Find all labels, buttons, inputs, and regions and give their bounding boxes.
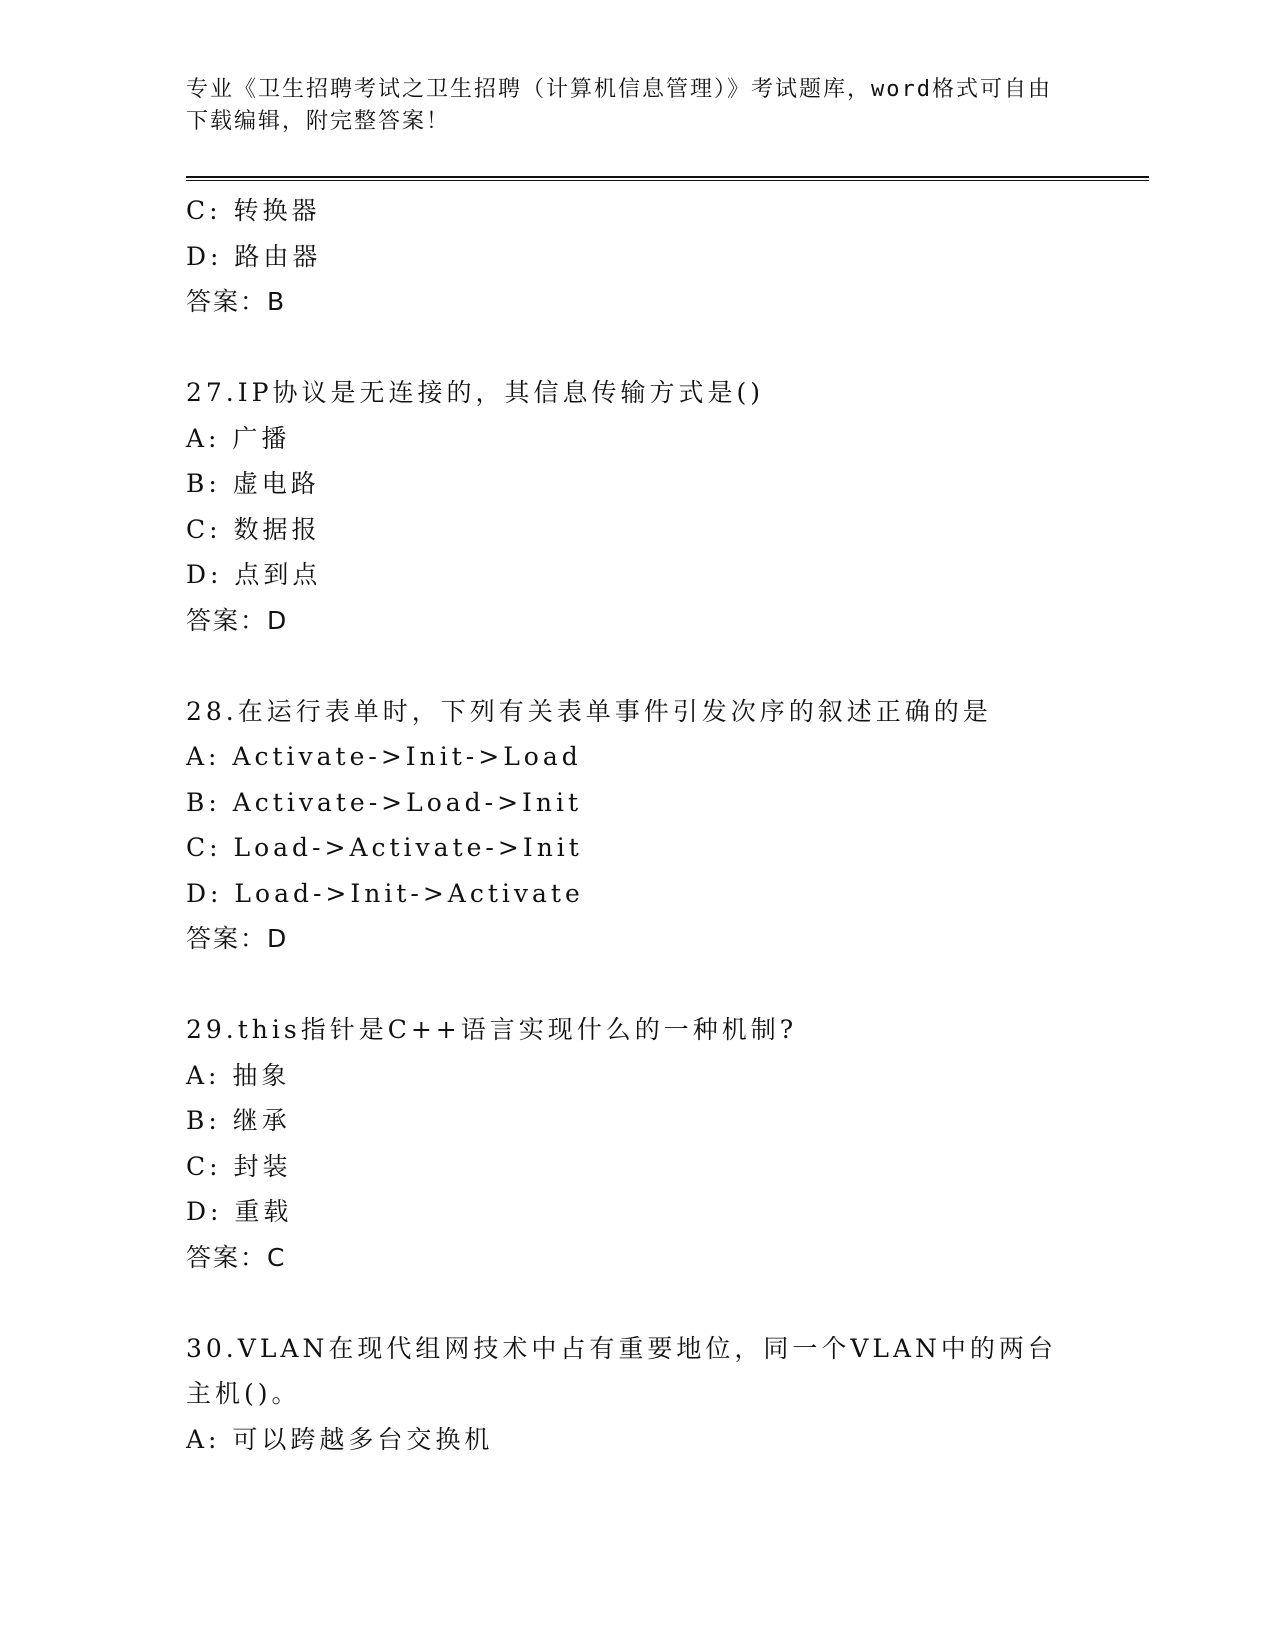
answer-line: 答案：D	[186, 605, 289, 635]
option-d: D: 点到点	[186, 560, 322, 589]
option-c: C: 封装	[186, 1151, 292, 1181]
question-30	[186, 1326, 1149, 1463]
option-a: A: 广播	[186, 423, 291, 453]
option-b: B: 虚电路	[186, 469, 320, 498]
option-c: C: 数据报	[186, 514, 321, 544]
question-stem: 27.IP协议是无连接的，其信息传输方式是()	[186, 378, 764, 407]
question-29	[186, 1007, 1149, 1280]
option-c: C: Load->Activate->Init	[186, 833, 583, 862]
question-list	[186, 188, 1149, 1462]
option-c: C: 转换器	[186, 196, 321, 225]
answer-line: 答案：C	[186, 1242, 287, 1272]
document-header: 专业《卫生招聘考试之卫生招聘（计算机信息管理）》考试题库，word格式可自由下载编辑，附完整答案！	[186, 77, 1052, 134]
question-27	[186, 370, 1149, 643]
question-28	[186, 689, 1149, 962]
option-a: A: Activate->Init->Load	[186, 742, 582, 771]
option-b: B: Activate->Load->Init	[186, 787, 583, 817]
question-stem: 28.在运行表单时，下列有关表单事件引发次序的叙述正确的是	[186, 696, 992, 726]
option-a: A: 可以跨越多台交换机	[186, 1424, 494, 1454]
answer-line: 答案：D	[186, 924, 289, 953]
option-b: B: 继承	[186, 1106, 291, 1135]
option-d: D: Load->Init->Activate	[186, 878, 584, 908]
question-26-tail	[186, 188, 1149, 325]
question-stem: 30.VLAN在现代组网技术中占有重要地位，同一个VLAN中的两台主机()。	[186, 1333, 1057, 1408]
header-divider	[186, 176, 1149, 181]
option-d: D: 路由器	[186, 241, 322, 271]
question-stem: 29.this指针是C++语言实现什么的一种机制?	[186, 1015, 798, 1044]
option-a: A: 抽象	[186, 1060, 291, 1090]
answer-line: 答案：B	[186, 287, 287, 316]
option-d: D: 重载	[186, 1197, 293, 1226]
